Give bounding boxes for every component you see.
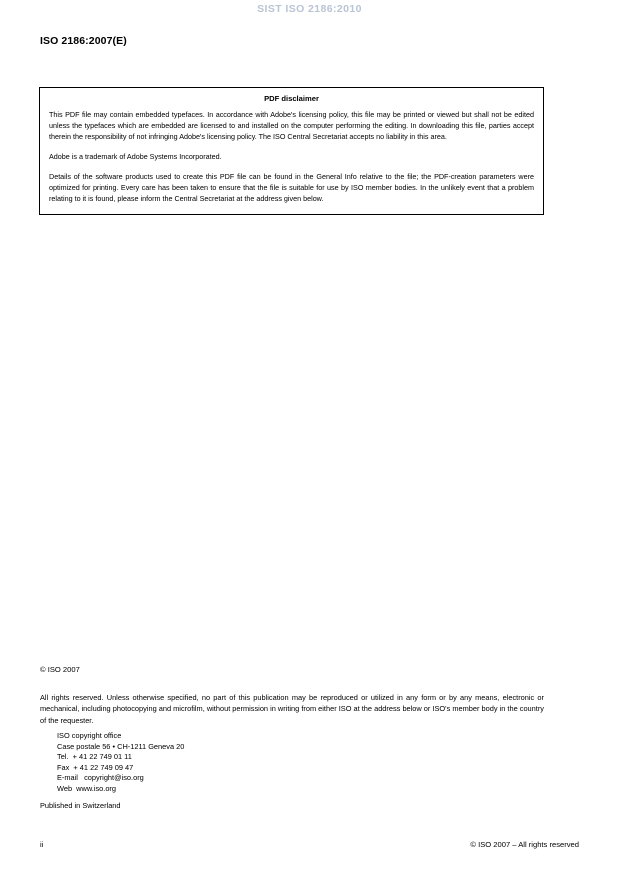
document-reference: ISO 2186:2007(E) <box>40 35 127 47</box>
pdf-disclaimer-paragraph-1: This PDF file may contain embedded typefaces. In accordance with Adobe's licensing policy, this file may be printed or viewed but shall not be edited unless the typefaces which are embedded are licensed to and installed on the computer performing the editing. In downloading this file, parties accept therein the responsibility of not infringing Adobe's licensing policy. The ISO Central Secretariat accepts no liability in this area. <box>49 110 534 141</box>
watermark-text: SIST ISO 2186:2010 <box>257 3 362 15</box>
office-web: Web www.iso.org <box>57 783 117 793</box>
all-rights-reserved-text: All rights reserved. Unless otherwise specified, no part of this publication may be reproduced or utilized in any form or by any means, electronic or mechanical, including photocopying and microfilm, without permission in writing from either ISO at the address below or ISO's member body in the country of the requester. <box>40 693 544 725</box>
pdf-disclaimer-box <box>39 87 544 215</box>
pdf-disclaimer-paragraph-3: Details of the software products used to create this PDF file can be found in the General Info relative to the file; the PDF-creation parameters were optimized for printing. Every care has been taken to ensure that the file is suitable for use by ISO member bodies. In the unlikely event that a problem relating to it is found, please inform the Central Secretariat at the address given below. <box>49 171 534 203</box>
office-fax: Fax + 41 22 749 09 47 <box>57 762 134 772</box>
office-name: ISO copyright office <box>57 731 122 740</box>
footer-rights-notice: © ISO 2007 – All rights reserved <box>470 840 579 849</box>
office-telephone: Tel. + 41 22 749 01 11 <box>57 752 132 762</box>
pdf-disclaimer-paragraph-2: Adobe is a trademark of Adobe Systems Incorporated. <box>49 151 222 161</box>
copyright-notice: © ISO 2007 <box>40 665 80 674</box>
office-email: E-mail copyright@iso.org <box>57 773 144 783</box>
office-address: Case postale 56 • CH-1211 Geneva 20 <box>57 741 185 751</box>
published-location: Published in Switzerland <box>40 801 121 810</box>
pdf-disclaimer-title: PDF disclaimer <box>264 94 319 103</box>
footer-page-number: ii <box>40 840 44 849</box>
iso-copyright-office-block <box>57 731 184 794</box>
